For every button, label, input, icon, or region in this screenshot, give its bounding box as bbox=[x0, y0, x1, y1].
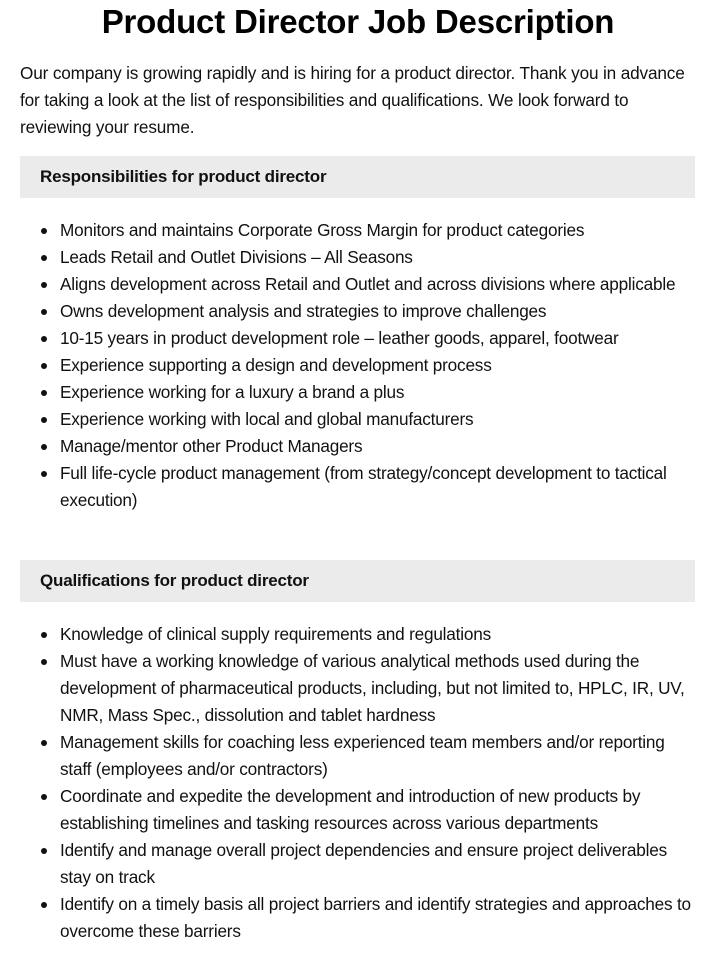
page-title: Product Director Job Description bbox=[101, 3, 615, 40]
list-item: Coordinate and expedite the development and introduction of new products by establishing timelines and tasking resources across various departments bbox=[60, 783, 700, 837]
qualifications-heading: Qualifications for product director bbox=[40, 571, 309, 590]
list-item: Experience working with local and global manufacturers bbox=[60, 406, 700, 433]
list-item: Manage/mentor other Product Managers bbox=[60, 433, 700, 460]
intro-paragraph: Our company is growing rapidly and is hiring for a product director. Thank you in advance for taking a look at the list of responsibilities and qualifications. We look forward to reviewing your resume. bbox=[20, 63, 685, 137]
bullet-icon bbox=[41, 659, 47, 665]
list-item: Aligns development across Retail and Outlet and across divisions where applicable bbox=[60, 271, 700, 298]
list-item: Identify and manage overall project dependencies and ensure project deliverables stay on track bbox=[60, 837, 700, 891]
bullet-icon bbox=[41, 471, 47, 477]
bullet-icon bbox=[41, 336, 47, 342]
responsibilities-header bbox=[20, 156, 695, 198]
list-item: Leads Retail and Outlet Divisions – All Seasons bbox=[60, 244, 700, 271]
list-item: Identify on a timely basis all project barriers and identify strategies and approaches to overcome these barriers bbox=[60, 891, 700, 945]
list-item: 10-15 years in product development role – leather goods, apparel, footwear bbox=[60, 325, 700, 352]
bullet-icon bbox=[41, 363, 47, 369]
bullet-icon bbox=[41, 902, 47, 908]
qualifications-header bbox=[20, 560, 695, 602]
bullet-icon bbox=[41, 794, 47, 800]
bullet-icon bbox=[41, 632, 47, 638]
list-item: Knowledge of clinical supply requirements and regulations bbox=[60, 621, 700, 648]
list-item: Experience supporting a design and development process bbox=[60, 352, 700, 379]
responsibilities-list bbox=[20, 217, 700, 514]
bullet-icon bbox=[41, 417, 47, 423]
list-item: Monitors and maintains Corporate Gross Margin for product categories bbox=[60, 217, 700, 244]
bullet-icon bbox=[41, 444, 47, 450]
list-item: Owns development analysis and strategies to improve challenges bbox=[60, 298, 700, 325]
list-item: Must have a working knowledge of various analytical methods used during the development of pharmaceutical products, including, but not limited to, HPLC, IR, UV, NMR, Mass Spec., dissolution and tablet hardness bbox=[60, 648, 700, 729]
bullet-icon bbox=[41, 255, 47, 261]
bullet-icon bbox=[41, 848, 47, 854]
qualifications-list bbox=[20, 621, 700, 945]
list-item: Experience working for a luxury a brand a plus bbox=[60, 379, 700, 406]
bullet-icon bbox=[41, 740, 47, 746]
responsibilities-heading: Responsibilities for product director bbox=[40, 167, 327, 186]
bullet-icon bbox=[41, 390, 47, 396]
bullet-icon bbox=[41, 309, 47, 315]
bullet-icon bbox=[41, 228, 47, 234]
list-item: Management skills for coaching less experienced team members and/or reporting staff (employees and/or contractors) bbox=[60, 729, 700, 783]
bullet-icon bbox=[41, 282, 47, 288]
list-item: Full life-cycle product management (from strategy/concept development to tactical execution) bbox=[60, 460, 700, 514]
